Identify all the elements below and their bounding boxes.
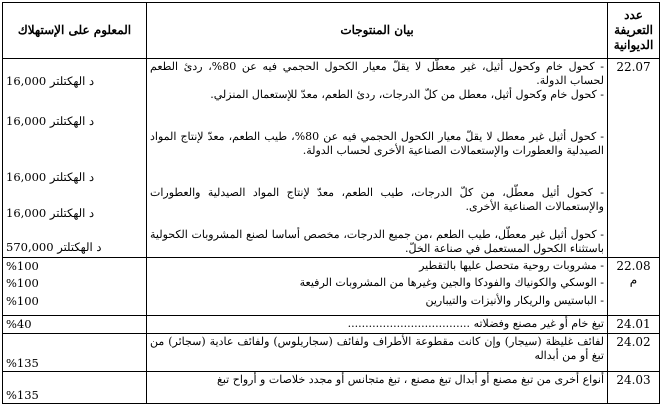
duty-value: %135 [6,356,39,370]
table-row [3,316,660,334]
product-description [147,372,608,404]
header-code: عدد التعريفة الديوانية [608,3,660,59]
header-description: بيان المنتوجات [147,3,608,59]
duty-value: %100 [6,259,39,273]
table-row [3,334,660,372]
tariff-code: 22.07 [608,59,660,258]
duty-value: %100 [6,276,39,290]
duty-rate [3,316,147,334]
tariff-code: 24.03 [608,372,660,404]
product-item: - الوسكي والكونياك والفودكا والجين وغيرها من المشروبات الرفيعة [299,276,604,289]
product-item: - كحول أثيل معطّل، من كلّ الدرجات، طيب الطعم، معدّ لإنتاج المواد الصيدلية والعطورات والإستعمالات الصناعية الأخرى. [150,186,604,213]
product-item: - كحول خام وكحول أثيل، غير معطّل لا يقلّ معيار الكحول الحجمي فيه عن 80%، ردئ الطعم لحساب الدولة. [150,60,605,87]
duty-value: 570,000 د الهكتلتر [6,240,102,254]
product-item: - مشروبات روحية متحصل عليها بالتقطير [419,259,604,272]
duty-rate [3,59,147,258]
product-description [147,316,608,334]
product-item: - الباستيس والريكار والأنيزات والتيبارين [425,294,604,307]
header-duty: المعلوم على الإستهلاك [3,3,147,59]
product-description [147,258,608,316]
product-description [147,59,608,258]
product-description [147,334,608,372]
product-item: - كحول أثيل غير معطل لا يقلّ معيار الكحول الحجمي فيه عن 80%، طيب الطعم، معدّ لإنتاج المواد الصيدلية والعطورات والإستعمالات الصناعية الأخرى لحساب الدولة. [150,130,604,157]
tariff-table [2,2,660,404]
duty-value: %100 [6,294,39,308]
duty-value: 16,000 د الهكتلتر [6,170,95,184]
duty-value: 16,000 د الهكتلتر [6,206,95,220]
duty-value: %135 [6,388,39,402]
product-item: تبغ خام أو غير مصنع وفضلاته ..... [150,317,604,331]
duty-rate [3,258,147,316]
tariff-code: 22.08 م [608,258,660,316]
table-row [3,258,660,316]
product-item: - كحول خام وكحول أثيل، معطل من كلّ الدرجات، ردئ الطعم، معدّ للإستعمال المنزلي. [210,88,604,101]
product-item: أنواع أخرى من تبغ مصنع أو أبدال تبغ مصنع ، تبغ متجانس أو مجدد خلاصات و أرواح تبغ [216,373,604,386]
duty-value: 16,000 د الهكتلتر [6,74,95,88]
table-row [3,59,660,258]
duty-rate [3,334,147,372]
table-row [3,372,660,404]
product-item: لفائف غليظة (سيجار) وإن كانت مقطوعة الأطراف ولفائف (سجاريلوس) ولفائف عادية (سجائر) من تبغ أو من أبداله [150,335,604,362]
header-row [3,3,660,59]
duty-rate [3,372,147,404]
tariff-code: 24.02 [608,334,660,372]
duty-value: %40 [6,317,32,331]
product-item: - كحول أثيل غير معطّل، طيب الطعم ،من جميع الدرجات، مخصص أساسا لصنع المشروبات الكحولية باستثناء الكحول المستعمل في صناعة الخلّ. [150,228,604,255]
tariff-code: 24.01 [608,316,660,334]
duty-value: 16,000 د الهكتلتر [6,114,95,128]
